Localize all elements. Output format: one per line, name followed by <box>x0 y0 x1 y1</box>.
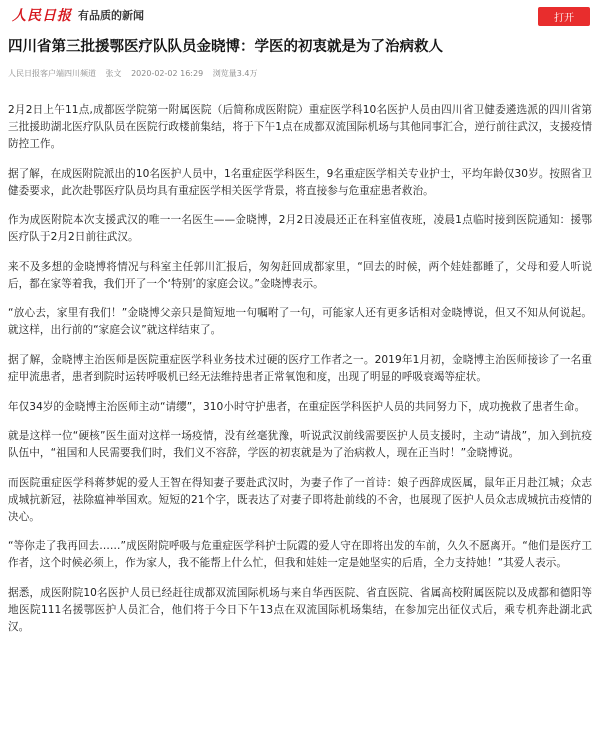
article-source: 人民日报客户端四川频道 <box>8 69 96 78</box>
article-datetime: 2020-02-02 16:29 <box>131 69 204 78</box>
paragraph: 作为成医附院本次支援武汉的唯一一名医生——金晓博，2月2日凌晨还正在科室值夜班，凌晨1点临时接到医院通知：援鄂医疗队于2月2日前往武汉。 <box>8 214 592 244</box>
brand-logo[interactable]: 人民日报 <box>12 8 72 24</box>
paragraph: 据了解，金晓博主治医师是医院重症医学科业务技术过硬的医疗工作者之一。2019年1月初，金晓博主治医师接诊了一名重症甲流患者，患者到院时运转呼吸机已经无法维持患者正常氧饱和度，出现了明显的呼吸衰竭等症状。 <box>8 353 592 383</box>
paragraph: 据了解，在成医附院派出的10名医护人员中，1名重症医学科医生，9名重症医学相关专业护士，平均年龄仅30岁。按照省卫健委要求，此次赴鄂医疗队员均具有重症医学相关医学背景，将直接参与危重症患者救治。 <box>8 167 592 197</box>
paragraph: 2月2日上午11点,成都医学院第一附属医院（后简称成医附院）重症医学科10名医护人员由四川省卫健委遴选派的四川省第三批援助湖北医疗队队员在医院行政楼前集结，将于下午1点在成都双流国际机场与其他同事汇合，逆行前往武汉，支援疫情防控工作。 <box>8 104 592 150</box>
top-bar <box>0 0 600 30</box>
article-title: 四川省第三批援鄂医疗队队员金晓博：学医的初衷就是为了治病救人 <box>8 39 443 55</box>
paragraph: “等你走了我再回去……”成医附院呼吸与危重症医学科护士阮霞的爱人守在即将出发的车前，久久不愿离开。“他们是医疗工作者，这个时候必须上，作为家人，我不能帮上什么忙，但我和娃娃一定是她坚实的后盾，全力支持她！”其爱人表示。 <box>8 540 592 570</box>
article-meta <box>8 68 264 79</box>
paragraph: “放心去，家里有我们！”金晓博父亲只是简短地一句嘱咐了一句，可能家人还有更多话相对金晓博说，但又不知从何说起。就这样，出行前的“家庭会议”就这样结束了。 <box>8 307 592 337</box>
paragraph: 据悉，成医附院10名医护人员已经赶往成都双流国际机场与来自华西医院、省直医院、省属高校附属医院以及成都和德阳等地医院111名援鄂医护人员汇合，他们将于今日下午13点在双流国际机场集结，在参加完出征仪式后，乘专机奔赴湖北武汉。 <box>8 586 592 633</box>
paragraph: 就是这样一位“硬核”医生面对这样一场疫情，没有丝毫犹豫，听说武汉前线需要医护人员支援时，主动“请战”，加入到抗疫队伍中，“祖国和人民需要我们时，我们义不容辞，学医的初衷就是为了治病救人，现在正当时！”金晓博说。 <box>8 430 592 460</box>
paragraph: 年仅34岁的金晓博主治医师主动“请缨”，310小时守护患者，在重症医学科医护人员的共同努力下，成功挽救了患者生命。 <box>8 400 586 413</box>
brand-slogan: 有品质的新闻 <box>78 9 144 22</box>
article-views: 浏览量3.4万 <box>212 69 258 78</box>
article-author: 张文 <box>105 69 122 78</box>
article-body <box>8 102 592 649</box>
paragraph: 来不及多想的金晓博将情况与科室主任郭川汇报后，匆匆赶回成都家里，“回去的时候，两个娃娃都睡了，父母和爱人听说后，都在家等着我，我们开了一个‘特别’的家庭会议。”金晓博表示。 <box>8 260 592 290</box>
open-app-button[interactable]: 打开 <box>538 7 590 26</box>
paragraph: 而医院重症医学科蒋梦妮的爱人王智在得知妻子要赴武汉时，为妻子作了一首诗：娘子西辞成医属，鼠年正月赴江城；众志成城抗新冠，祛除瘟神举国欢。短短的21个字，既表达了对妻子即将赴前线的不舍，也展现了医护人员众志成城抗击疫情的决心。 <box>8 476 592 523</box>
